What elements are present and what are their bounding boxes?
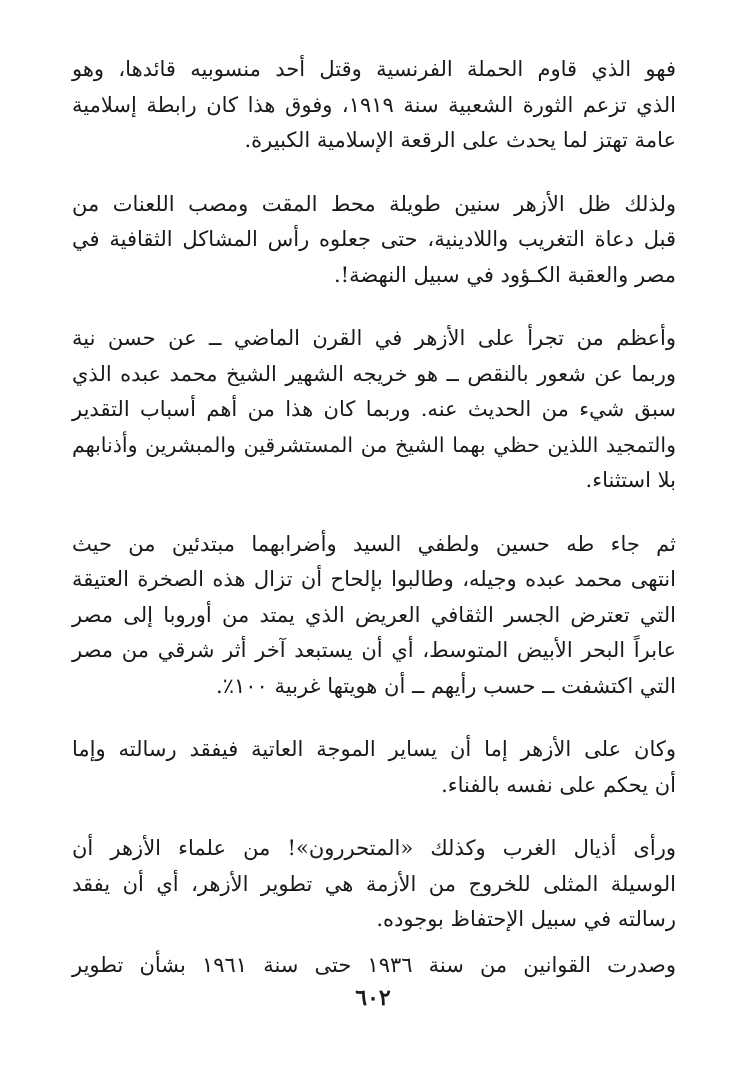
- paragraph-1: [72, 52, 676, 159]
- text-line: والتمجيد اللذين حظي بهما الشيخ من المستشرقين والمبشرين وأذنابهم: [72, 432, 676, 457]
- text-line: وصدرت القوانين من سنة ١٩٣٦ حتى سنة ١٩٦١ بشأن تطوير: [72, 952, 676, 977]
- text-line: وكان على الأزهر إما أن يساير الموجة العاتية فيفقد رسالته وإما: [72, 737, 676, 761]
- page-body: [72, 52, 676, 1011]
- page-number: ٦٠٢: [355, 985, 391, 1011]
- text-line: أن يحكم على نفسه بالفناء.: [441, 772, 676, 797]
- paragraph-5: [72, 732, 676, 803]
- paragraph-6: [72, 831, 676, 938]
- text-line: انتهى محمد عبده وجيله، وطالبوا بإلحاح أن تزال هذه الصخرة العتيقة: [72, 567, 676, 591]
- text-line: بلا استثناء.: [585, 468, 676, 492]
- text-line: التي اكتشفت ــ حسب رأيهم ــ أن هويتها غربية ١٠٠٪.: [216, 673, 676, 698]
- text-line: وربما عن شعور بالنقص ــ هو خريجه الشهير الشيخ محمد عبده الذي: [72, 361, 676, 386]
- text-line: وأعظم من تجرأ على الأزهر في القرن الماضي ــ عن حسن نية: [72, 326, 676, 350]
- paragraph-3: [72, 321, 676, 499]
- text-line: فهو الذي قاوم الحملة الفرنسية وقتل أحد منسوبيه قائدها، وهو: [72, 57, 676, 81]
- text-line: سبق شيء من الحديث عنه. وربما كان هذا من أهم أسباب التقدير: [72, 397, 676, 421]
- text-line: الوسيلة المثلى للخروج من الأزمة هي تطوير الأزهر، أي أن يفقد: [72, 871, 676, 896]
- text-line: ورأى أذيال الغرب وكذلك «المتحررون»! من علماء الأزهر أن: [72, 836, 676, 860]
- paragraph-7: [72, 948, 676, 984]
- text-line: قبل دعاة التغريب واللادينية، حتى جعلوه رأس المشاكل الثقافية في: [72, 227, 676, 251]
- paragraph-2: [72, 187, 676, 294]
- text-line: ولذلك ظل الأزهر سنين طويلة محط المقت ومصب اللعنات من: [72, 191, 676, 216]
- text-line: ثم جاء طه حسين ولطفي السيد وأضرابهما مبتدئين من حيث: [72, 531, 676, 556]
- text-line: رسالته في سبيل الإحتفاظ بوجوده.: [376, 907, 676, 931]
- text-line: مصر والعقبة الكـؤود في سبيل النهضة!.: [333, 262, 676, 287]
- text-line: الذي تزعم الثورة الشعبية سنة ١٩١٩، وفوق هذا كان رابطة إسلامية: [72, 92, 677, 117]
- text-line: عابراً البحر الأبيض المتوسط، أي أن يستبعد آخر أثر شرقي من مصر: [72, 638, 676, 662]
- text-line: التي تعترض الجسر الثقافي العريض الذي يمتد من أوروبا إلى مصر: [72, 602, 676, 627]
- paragraph-4: [72, 527, 676, 705]
- text-line: عامة تهتز لما يحدث على الرقعة الإسلامية الكبيرة.: [244, 128, 676, 152]
